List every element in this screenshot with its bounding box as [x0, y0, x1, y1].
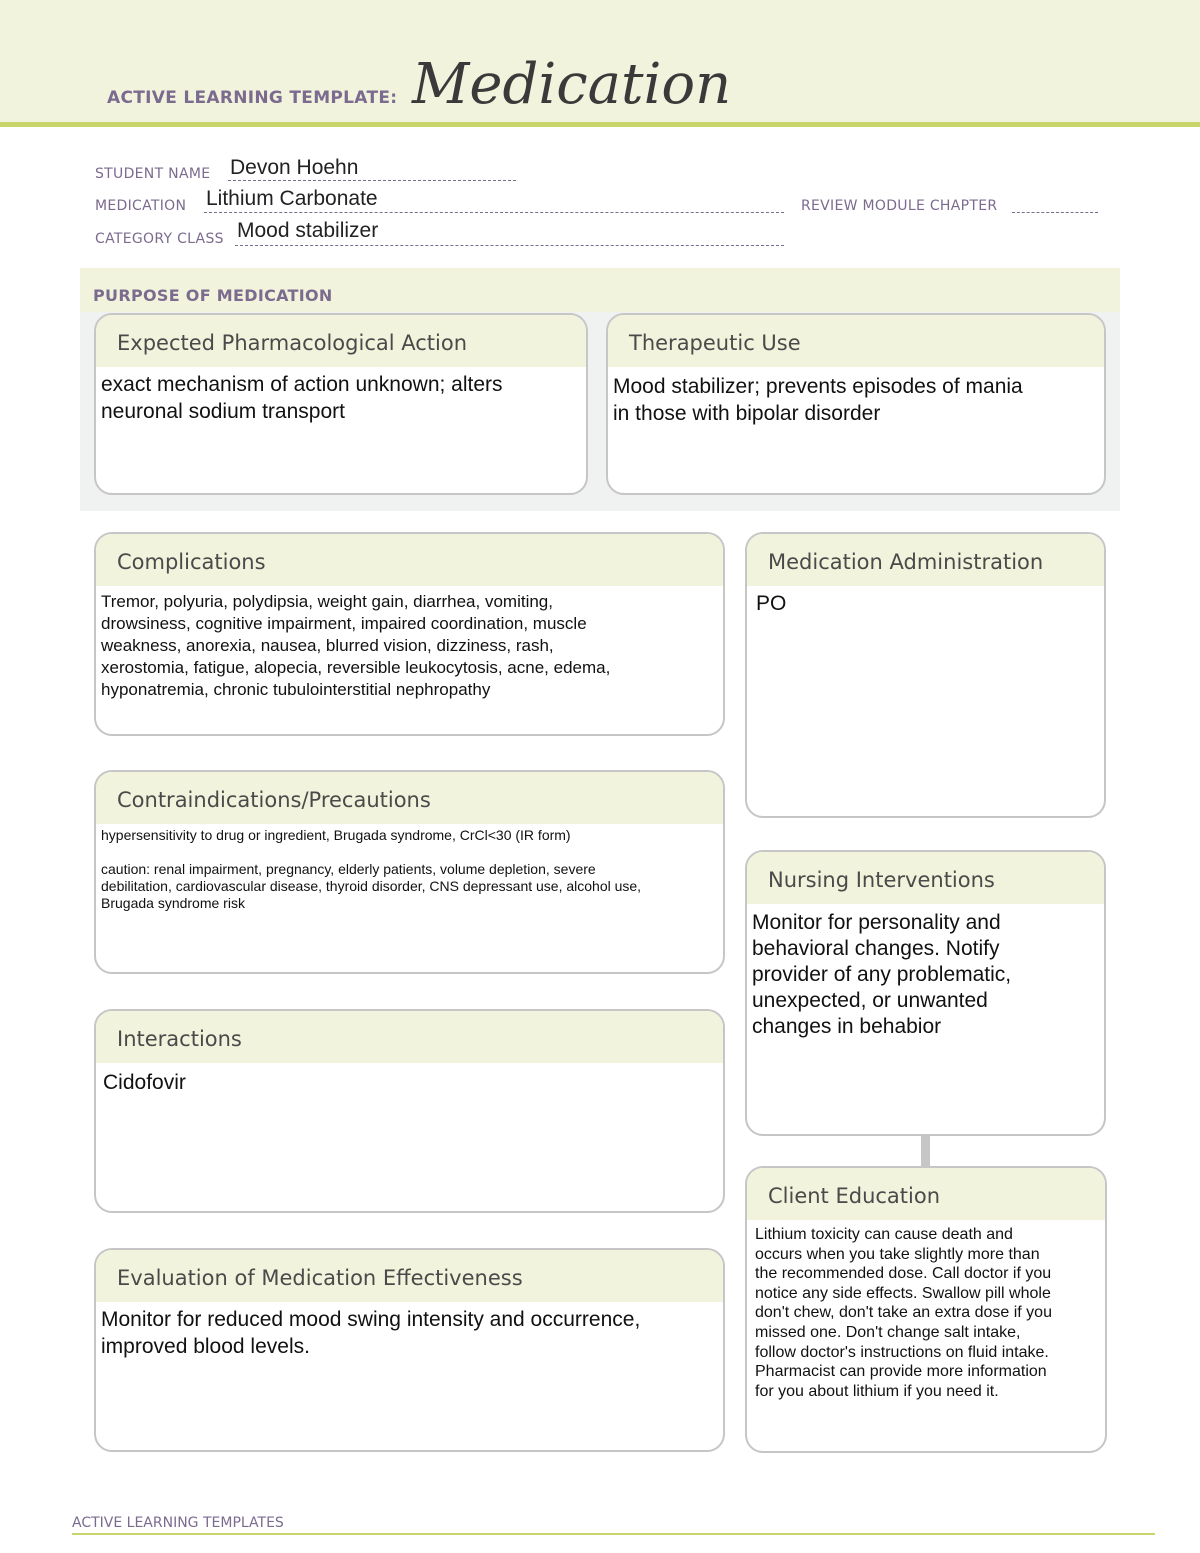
client-education-body[interactable]: Lithium toxicity can cause death and occurs when you take slightly more than the recommended dose. Call doctor if you notice any side effects. Swallow pill whole don't chew, don't take an extra dose if you missed one. Don't change salt intake, follow doctor's instructions on fluid intake. Pharmacist can provide more information for you about lithium if you need it. — [755, 1226, 1052, 1400]
nursing-interventions-body[interactable]: Monitor for personality and behavioral changes. Notify provider of any problematic, unexpected, or unwanted changes in behabior — [752, 911, 1012, 1038]
medication-administration-box — [745, 532, 1106, 818]
interactions-box — [94, 1009, 725, 1213]
expected-action-body[interactable]: exact mechanism of action unknown; alters neuronal sodium transport — [101, 373, 503, 423]
nursing-interventions-header — [747, 852, 1104, 904]
medication-administration-title: Medication Administration — [768, 550, 1044, 574]
purpose-label: PURPOSE OF MEDICATION — [93, 286, 333, 305]
interactions-header — [96, 1011, 723, 1063]
client-education-header — [747, 1168, 1105, 1220]
medication-administration-body[interactable]: PO — [756, 592, 787, 615]
complications-body[interactable]: Tremor, polyuria, polydipsia, weight gain, diarrhea, vomiting, drowsiness, cognitive impairment, impaired coordination, muscle weakness, anorexia, nausea, blurred vision, dizziness, rash, xerostomia, fatigue, alopecia, reversible leukocytosis, acne, edema, hyponatremia, chronic tubulointerstitial nephropathy — [101, 592, 611, 699]
expected-action-title: Expected Pharmacological Action — [117, 331, 468, 355]
student-name-line — [228, 180, 516, 181]
footer-label: ACTIVE LEARNING TEMPLATES — [72, 1515, 284, 1531]
template-label: ACTIVE LEARNING TEMPLATE: — [107, 88, 398, 108]
complications-header — [96, 534, 723, 586]
medication-label: MEDICATION — [95, 198, 187, 214]
category-class-line — [235, 245, 784, 246]
connector-bar — [921, 1135, 930, 1167]
complications-title: Complications — [117, 550, 266, 574]
category-class-field[interactable]: Mood stabilizer — [237, 219, 379, 242]
evaluation-header — [96, 1250, 723, 1302]
interactions-title: Interactions — [117, 1027, 242, 1051]
evaluation-body[interactable]: Monitor for reduced mood swing intensity and occurrence, improved blood levels. — [101, 1308, 641, 1358]
interactions-body[interactable]: Cidofovir — [103, 1071, 186, 1094]
medication-line — [204, 212, 784, 213]
template-title: Medication — [412, 52, 732, 117]
evaluation-title: Evaluation of Medication Effectiveness — [117, 1266, 523, 1290]
therapeutic-use-title: Therapeutic Use — [629, 331, 801, 355]
medication-administration-header — [747, 534, 1104, 586]
review-module-label: REVIEW MODULE CHAPTER — [801, 198, 998, 214]
expected-action-header — [96, 315, 586, 367]
complications-box — [94, 532, 725, 736]
footer-rule — [72, 1533, 1155, 1535]
review-module-line — [1012, 212, 1098, 213]
therapeutic-use-header — [608, 315, 1104, 367]
therapeutic-use-box — [606, 313, 1106, 495]
expected-action-box — [94, 313, 588, 495]
evaluation-box — [94, 1248, 725, 1452]
medication-field[interactable]: Lithium Carbonate — [206, 187, 378, 210]
nursing-interventions-box — [745, 850, 1106, 1136]
header-rule — [0, 122, 1200, 127]
student-name-label: STUDENT NAME — [95, 166, 211, 182]
contraindications-box — [94, 770, 725, 974]
student-name-field[interactable]: Devon Hoehn — [230, 156, 359, 179]
contraindications-header — [96, 772, 723, 824]
therapeutic-use-body[interactable]: Mood stabilizer; prevents episodes of mania in those with bipolar disorder — [613, 375, 1023, 425]
category-class-label: CATEGORY CLASS — [95, 231, 224, 247]
nursing-interventions-title: Nursing Interventions — [768, 868, 995, 892]
contraindications-body[interactable]: hypersensitivity to drug or ingredient, Brugada syndrome, CrCl<30 (IR form) caution: renal impairment, pregnancy, elderly patients, volume depletion, severe debilitation, cardiovascular disease, thyroid disorder, CNS depressant use, alcohol use, Brugada syndrome risk — [101, 827, 642, 911]
client-education-title: Client Education — [768, 1184, 941, 1208]
contraindications-title: Contraindications/Precautions — [117, 788, 431, 812]
client-education-box — [745, 1166, 1107, 1453]
